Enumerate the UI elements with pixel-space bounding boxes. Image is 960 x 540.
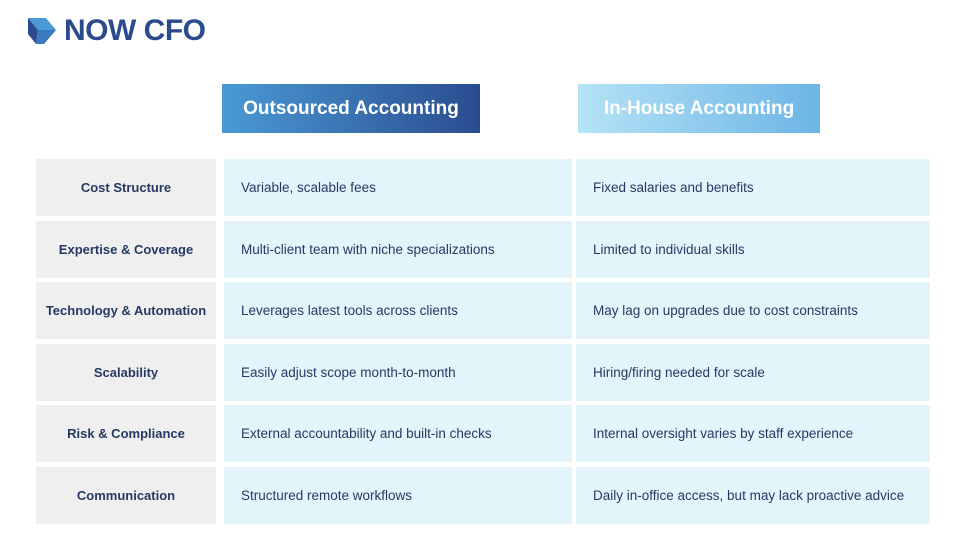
inhouse-cell: May lag on upgrades due to cost constraints [576,282,930,339]
table-row [36,467,930,524]
table-row [36,344,930,401]
row-label: Communication [36,467,216,524]
row-label: Technology & Automation [36,282,216,339]
outsourced-cell: Leverages latest tools across clients [224,282,572,339]
comparison-table [36,159,930,528]
outsourced-cell: External accountability and built-in checks [224,405,572,462]
inhouse-cell: Daily in-office access, but may lack proactive advice [576,467,930,524]
row-label: Risk & Compliance [36,405,216,462]
inhouse-cell: Fixed salaries and benefits [576,159,930,216]
inhouse-cell: Hiring/firing needed for scale [576,344,930,401]
column-header-outsourced: Outsourced Accounting [222,84,480,133]
column-header-inhouse: In-House Accounting [578,84,820,133]
outsourced-cell: Structured remote workflows [224,467,572,524]
row-label: Scalability [36,344,216,401]
table-row [36,282,930,339]
table-row [36,159,930,216]
inhouse-cell: Limited to individual skills [576,221,930,278]
outsourced-cell: Multi-client team with niche specializations [224,221,572,278]
outsourced-cell: Variable, scalable fees [224,159,572,216]
row-label: Cost Structure [36,159,216,216]
outsourced-cell: Easily adjust scope month-to-month [224,344,572,401]
brand-name: NOW CFO [64,14,206,47]
now-cfo-logo-icon [26,14,60,48]
table-row [36,405,930,462]
table-row [36,221,930,278]
inhouse-cell: Internal oversight varies by staff experience [576,405,930,462]
brand-logo [26,14,205,48]
row-label: Expertise & Coverage [36,221,216,278]
